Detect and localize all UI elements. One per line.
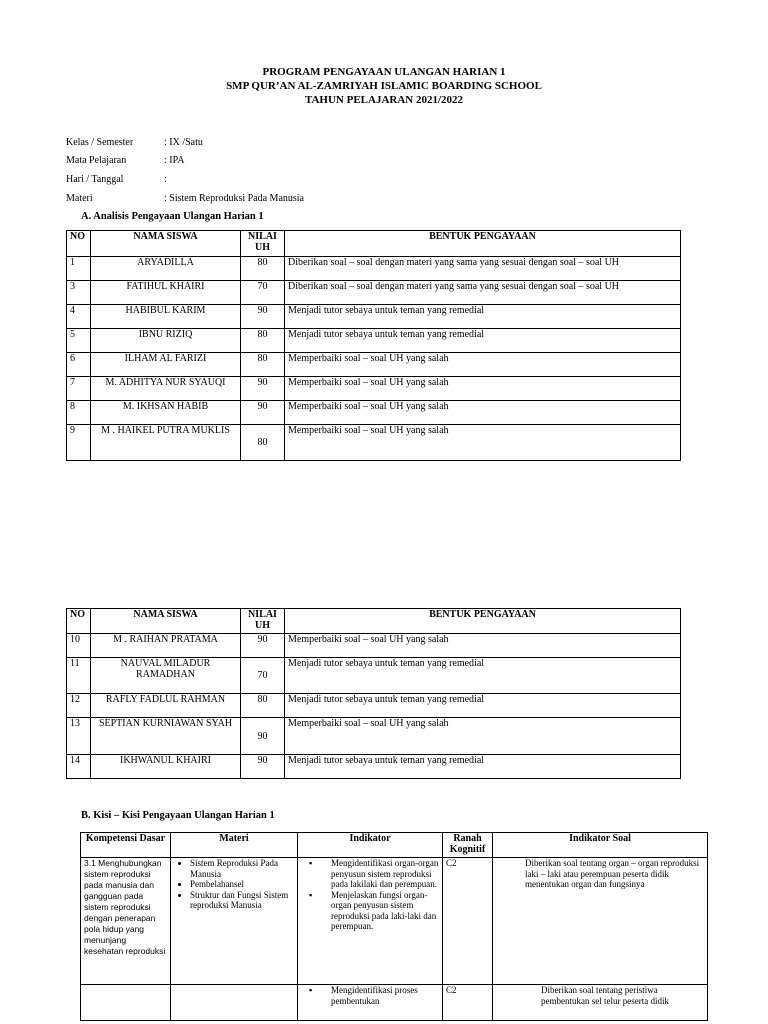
row-score: 80: [241, 353, 285, 377]
row-no: 7: [67, 377, 91, 401]
doc-title-line3: TAHUN PELAJARAN 2021/2022: [304, 94, 464, 106]
row-score: 70: [241, 281, 285, 305]
table-row: [67, 401, 681, 425]
header-form: BENTUK PENGAYAAN: [285, 609, 681, 634]
row-score: 80: [241, 425, 285, 461]
materi-list: [174, 858, 294, 911]
row-score: 90: [241, 377, 285, 401]
materi-cell: [171, 985, 298, 1021]
analysis-table-1: [66, 230, 681, 461]
row-name: ARYADILLA: [91, 257, 241, 281]
table-row: [67, 718, 681, 755]
header-score: NILAI UH: [241, 609, 285, 634]
list-item: • Struktur dan Fungsi Sistem reproduksi Manusia: [190, 890, 294, 911]
table-row: [67, 329, 681, 353]
row-form: Menjadi tutor sebaya untuk teman yang remedial: [285, 305, 681, 329]
row-name: IKHWANUL KHAIRI: [91, 755, 241, 779]
table-row: [67, 281, 681, 305]
row-no: 13: [67, 718, 91, 755]
list-item: [309, 985, 439, 1006]
row-no: 1: [67, 257, 91, 281]
info-label-mapel: Mata Pelajaran: [66, 155, 127, 166]
row-name: ILHAM AL FARIZI: [91, 353, 241, 377]
indikator-cell: [298, 858, 443, 985]
indikator-text: Menjelaskan fungsi organ-organ penyusun sistem reproduksi pada laki-laki dan perempuan.: [331, 889, 437, 931]
row-name: HABIBUL KARIM: [91, 305, 241, 329]
kd-cell: [81, 858, 171, 985]
header-form: BENTUK PENGAYAAN: [285, 231, 681, 257]
table-row: [67, 755, 681, 779]
row-form: Memperbaiki soal – soal UH yang salah: [285, 401, 681, 425]
indikator-list: [301, 985, 439, 1006]
info-label-materi: Materi: [66, 193, 93, 204]
table-row: [67, 658, 681, 694]
ranah-cell: C2: [443, 858, 493, 985]
row-score: 80: [241, 694, 285, 718]
row-form: Menjadi tutor sebaya untuk teman yang remedial: [285, 329, 681, 353]
table-row: [67, 377, 681, 401]
row-no: 14: [67, 755, 91, 779]
row-form: Diberikan soal – soal dengan materi yang sama yang sesuai dengan soal – soal UH: [285, 281, 681, 305]
soal-cell: Diberikan soal tentang organ – organ reproduksi laki – laki atau perempuan peserta didik menentukan organ dan fungsinya: [493, 858, 708, 985]
table-row: [81, 985, 708, 1021]
row-form: Menjadi tutor sebaya untuk teman yang remedial: [285, 755, 681, 779]
header-materi: Materi: [171, 833, 298, 858]
square-bullet-icon: ▪: [309, 889, 313, 900]
row-score: 80: [241, 329, 285, 353]
row-no: 5: [67, 329, 91, 353]
section-a-heading: A. Analisis Pengayaan Ulangan Harian 1: [81, 211, 264, 222]
row-name: RAFLY FADLUL RAHMAN: [91, 694, 241, 718]
table-row: [67, 634, 681, 658]
info-value-materi: : Sistem Reproduksi Pada Manusia: [164, 193, 304, 204]
header-indikator: Indikator: [298, 833, 443, 858]
header-ranah-kognitif: Ranah Kognitif: [443, 833, 493, 858]
row-no: 12: [67, 694, 91, 718]
row-score: 90: [241, 718, 285, 755]
row-name: IBNU RIZIQ: [91, 329, 241, 353]
info-label-kelas: Kelas / Semester: [66, 137, 134, 148]
row-no: 6: [67, 353, 91, 377]
analysis-table-2: [66, 608, 681, 779]
row-name: M. ADHITYA NUR SYAUQI: [91, 377, 241, 401]
header-indikator-soal: Indikator Soal: [493, 833, 708, 858]
table-row: [67, 353, 681, 377]
row-no: 10: [67, 634, 91, 658]
table-row: [67, 305, 681, 329]
header-no: NO: [67, 231, 91, 257]
section-b-heading: B. Kisi – Kisi Pengayaan Ulangan Harian 1: [81, 810, 275, 821]
kd-cell: [81, 985, 171, 1021]
row-no: 8: [67, 401, 91, 425]
list-item: • Pembelahansel: [190, 879, 294, 890]
info-value-kelas: : IX /Satu: [164, 137, 203, 148]
indikator-cell: [298, 985, 443, 1021]
square-bullet-icon: ▪: [309, 985, 313, 995]
row-name: SEPTIAN KURNIAWAN SYAH: [91, 718, 241, 755]
row-name: M. IKHSAN HABIB: [91, 401, 241, 425]
row-form: Memperbaiki soal – soal UH yang salah: [285, 377, 681, 401]
row-score: 80: [241, 257, 285, 281]
row-form: Memperbaiki soal – soal UH yang salah: [285, 634, 681, 658]
row-form: Diberikan soal – soal dengan materi yang sama yang sesuai dengan soal – soal UH: [285, 257, 681, 281]
row-name: FATIHUL KHAIRI: [91, 281, 241, 305]
materi-cell: [171, 858, 298, 985]
row-form: Memperbaiki soal – soal UH yang salah: [285, 718, 681, 755]
table-row: [81, 858, 708, 985]
row-form: Memperbaiki soal – soal UH yang salah: [285, 353, 681, 377]
doc-title-line1: PROGRAM PENGAYAAN ULANGAN HARIAN 1: [262, 66, 506, 78]
square-bullet-icon: ▪: [309, 858, 313, 868]
indikator-text: Mengidentifikasi organ-organ penyusun sistem reproduksi pada lakilaki dan perempuan.: [331, 858, 439, 889]
list-item: [309, 858, 439, 890]
row-score: 90: [241, 634, 285, 658]
row-name: M . HAIKEL PUTRA MUKLIS: [91, 425, 241, 461]
doc-title-line2: SMP QUR’AN AL-ZAMRIYAH ISLAMIC BOARDING SCHOOL: [226, 80, 542, 92]
row-form: Menjadi tutor sebaya untuk teman yang remedial: [285, 658, 681, 694]
table-row: [67, 425, 681, 461]
row-score: 90: [241, 401, 285, 425]
row-form: Menjadi tutor sebaya untuk teman yang remedial: [285, 694, 681, 718]
info-value-mapel: : IPA: [164, 155, 185, 166]
table-row: [67, 257, 681, 281]
indikator-text: Mengidentifikasi proses pembentukan: [331, 985, 418, 1006]
row-no: 9: [67, 425, 91, 461]
row-no: 11: [67, 658, 91, 694]
header-name: NAMA SISWA: [91, 609, 241, 634]
list-item: [309, 889, 439, 932]
row-score: 90: [241, 755, 285, 779]
info-value-hari: :: [164, 174, 167, 185]
ranah-cell: C2: [443, 985, 493, 1021]
row-name: M . RAIHAN PRATAMA: [91, 634, 241, 658]
row-score: 90: [241, 305, 285, 329]
row-score: 70: [241, 658, 285, 694]
indikator-list: [301, 858, 439, 932]
row-name: NAUVAL MILADUR RAMADHAN: [91, 658, 241, 694]
row-no: 4: [67, 305, 91, 329]
kd-text: 3.1 Menghubungkan sistem reproduksi pada manusia dan gangguan pada sistem reproduksi dengan penerapan pola hidup yang menunjang kesehatan reproduksi: [84, 858, 166, 956]
header-no: NO: [67, 609, 91, 634]
header-name: NAMA SISWA: [91, 231, 241, 257]
row-no: 3: [67, 281, 91, 305]
list-item: • Sistem Reproduksi Pada Manusia: [190, 858, 294, 879]
table-row: [67, 694, 681, 718]
soal-cell: Diberikan soal tentang peristiwa pembentukan sel telur peserta didik: [493, 985, 708, 1021]
header-kompetensi-dasar: Kompetensi Dasar: [81, 833, 171, 858]
kisi-table: [80, 832, 708, 1021]
row-form: Memperbaiki soal – soal UH yang salah: [285, 425, 681, 461]
info-label-hari: Hari / Tanggal: [66, 174, 124, 185]
header-score: NILAI UH: [241, 231, 285, 257]
